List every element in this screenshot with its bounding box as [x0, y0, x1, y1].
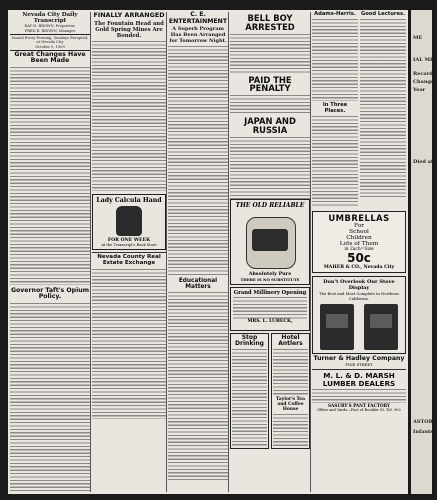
divider	[312, 369, 406, 370]
next-page-snippet: Died at	[413, 159, 434, 165]
hand-ad-sub: At the Transcript's Book Store	[101, 242, 157, 247]
divider	[10, 34, 90, 35]
umbrellas-ad	[312, 211, 406, 272]
millinery-body	[233, 297, 307, 319]
turner-hadley-title: Turner & Hadley Company	[313, 354, 405, 362]
baking-powder-can-icon	[238, 211, 302, 269]
article-body	[312, 116, 358, 208]
col5-right-sub	[360, 12, 406, 208]
next-page-snippet: Year	[413, 87, 426, 93]
millinery-title: Grand Millinery Opening	[233, 289, 307, 296]
article-body	[230, 95, 310, 115]
lumber-body	[312, 389, 406, 403]
masthead-issued: Issued Every Evening, Sundays Excepted, at Nevada City	[11, 35, 89, 45]
umbrellas-store: MAHER & CO., Nevada City	[323, 264, 395, 270]
headline-real-estate: Nevada County Real Estate Exchange	[97, 253, 161, 266]
deck-mines-bonded: The Fountain Head and Gold Spring Mines Are Bonded.	[94, 20, 164, 39]
column-2	[92, 12, 167, 492]
hand-ad-caption: FOR ONE WEEK	[107, 237, 151, 243]
deck-superb-program: A Superb Program Has Been Arranged for Tomorrow Night.	[169, 26, 227, 44]
real-estate-listing	[92, 269, 166, 419]
stop-drinking-ad	[230, 333, 269, 449]
article-body	[10, 67, 90, 285]
column-4	[230, 12, 311, 492]
article-body	[10, 303, 90, 493]
article-body	[168, 292, 228, 482]
divider	[92, 252, 166, 253]
baking-powder-ad	[230, 199, 310, 285]
umbrellas-for: For	[354, 223, 364, 230]
headline-bell-boy: BELL BOY ARRESTED	[245, 13, 295, 32]
masthead-date: October 5, 1909	[35, 44, 65, 49]
stove-title: Don't Overlook Our Stove Display	[323, 278, 395, 291]
headline-great-changes: Great Changes Have Been Made	[14, 50, 86, 65]
article-body	[230, 137, 310, 199]
umbrellas-school: School	[349, 229, 369, 236]
millinery-name: MRS. L. LUBECK,	[247, 318, 293, 324]
hand-ad-title: Lady Calcula Hand	[96, 196, 162, 204]
hotel-antlers-body	[273, 349, 308, 395]
headline-three-places: In Three Places.	[322, 102, 348, 114]
next-page-snippet: ME	[413, 35, 423, 41]
umbrellas-children: Children	[346, 235, 372, 242]
adjacent-page-edge	[411, 10, 437, 494]
footer-line: Office and Yards—Foot of Boulder St. Tel. 902	[317, 408, 401, 413]
headline-paid-penalty: PAID THE PENALTY	[248, 74, 292, 94]
marsh-title: M. L. & D. MARSH	[323, 371, 395, 381]
stove-icon	[320, 304, 354, 350]
article-body	[230, 34, 310, 74]
headline-educational-matters: Educational Matters	[178, 278, 218, 291]
stop-drinking-title: Stop Drinking	[235, 333, 264, 348]
stove-illustrations	[315, 304, 403, 350]
article-body	[360, 19, 406, 199]
stop-drinking-body	[232, 349, 267, 447]
headline-good-lectures: Good Lectures.	[360, 11, 406, 17]
stove-ad	[312, 276, 406, 354]
umbrellas-title: UMBRELLAS	[328, 213, 390, 224]
next-page-snippet: Record	[413, 71, 433, 77]
article-body	[168, 46, 228, 276]
next-page-snippet: Changes	[413, 79, 437, 85]
next-page-snippet: Infants	[413, 429, 434, 435]
col5-left-sub	[312, 12, 358, 208]
baking-ad-tagline: Absolutely Pure	[248, 270, 292, 277]
hotel-antlers-title: Hotel Antlers	[278, 333, 303, 348]
turner-hadley-sub: PINE STREET	[345, 362, 373, 368]
article-body	[312, 19, 358, 101]
masthead-proprietor: RAY H. BROWN, Proprietor.	[24, 24, 76, 29]
sasury-line: SASURY'S PANT FACTORY	[328, 403, 390, 409]
umbrellas-lots: Lots of Them	[339, 241, 379, 248]
hotel-antlers-ad	[271, 333, 310, 449]
column-5	[312, 12, 406, 492]
stove-sub: The Best and Most Complete in Northern California.	[319, 290, 399, 301]
headline-japan-russia: JAPAN AND RUSSIA	[244, 116, 296, 136]
baking-ad-title: THE OLD RELIABLE	[235, 201, 305, 209]
stove-icon	[364, 304, 398, 350]
masthead-editor: FRED R. BROWN, Manager	[24, 28, 76, 33]
hand-ad	[92, 194, 166, 250]
column-3	[168, 12, 229, 492]
lumber-dealers-title: LUMBER DEALERS	[322, 378, 396, 388]
umbrellas-price: 50c	[347, 251, 371, 266]
baking-ad-tagline-2: THERE IS NO SUBSTITUTE	[240, 276, 300, 282]
column-1	[10, 12, 91, 492]
next-page-snippet: IAL ME	[413, 57, 434, 63]
coffee-house-body	[273, 414, 308, 446]
article-body	[92, 41, 166, 191]
headline-finally-arranged: FINALLY ARRANGED	[93, 11, 165, 19]
newspaper-page	[8, 10, 408, 494]
umbrellas-size: in 2ach=Size	[344, 247, 374, 253]
next-page-snippet: ASTORI	[413, 419, 436, 425]
coffee-house-title: Taylor's Tea and Coffee House	[276, 397, 305, 413]
headline-adams-harris: Adams-Harris.	[314, 11, 356, 17]
millinery-ad	[230, 287, 310, 331]
headline-ce-entertainment: C. E. ENTERTAINMENT	[168, 11, 228, 25]
top-news-row	[312, 12, 406, 208]
masthead-title: Nevada City Daily Transcript	[22, 12, 78, 25]
hand-illustration	[116, 206, 142, 236]
bottom-ads-row	[230, 333, 310, 449]
headline-opium-policy: Governor Taft's Opium Policy.	[10, 286, 90, 301]
